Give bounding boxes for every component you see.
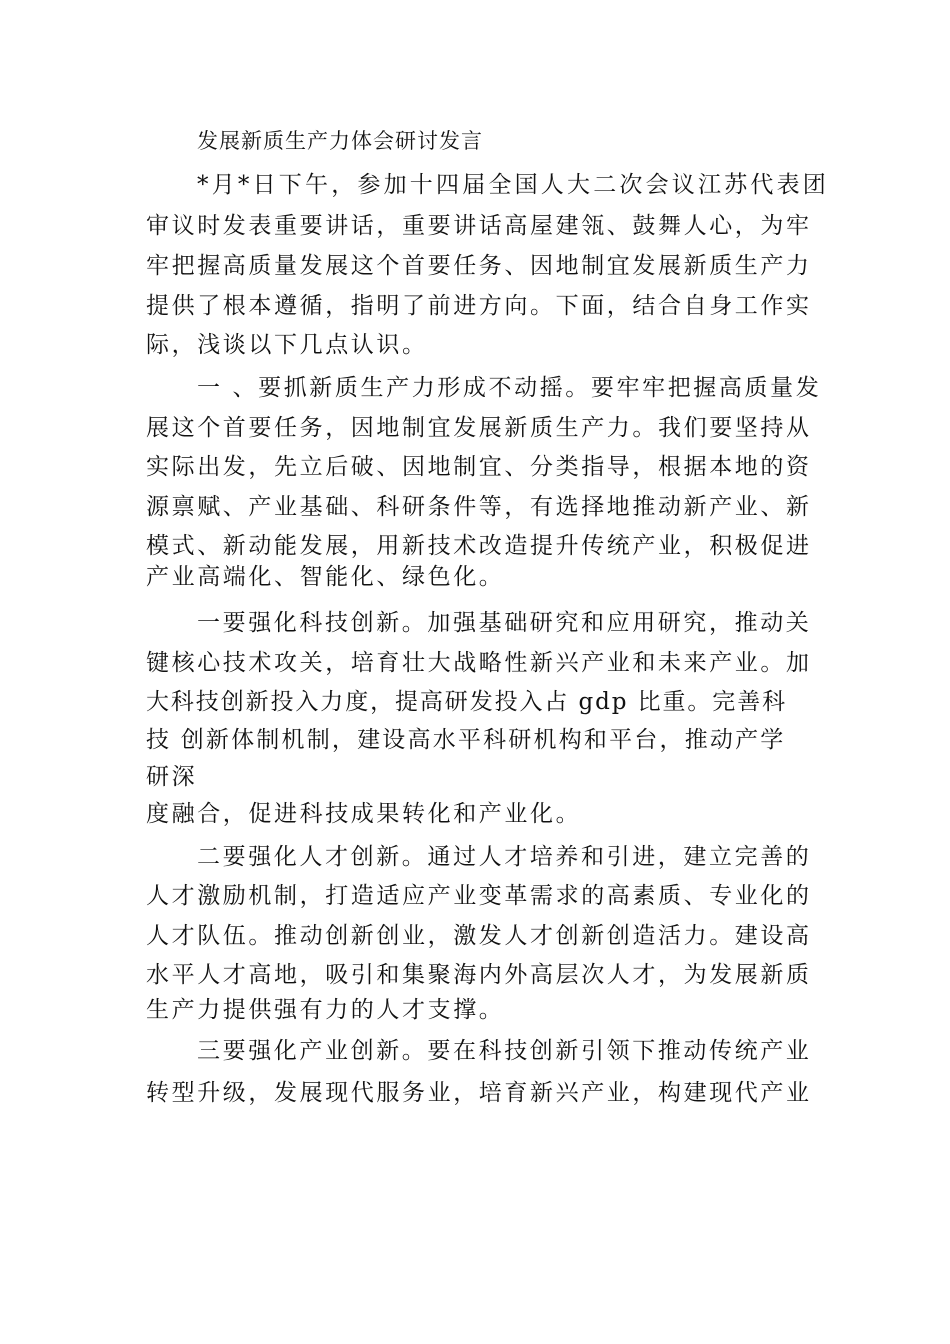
paragraph-3-line-5: 研深 xyxy=(146,764,198,790)
paragraph-1-line-2: 审议时发表重要讲话，重要讲话高屋建瓴、鼓舞人心，为牢 xyxy=(146,213,812,239)
paragraph-2-line-1: 一 、要抓新质生产力形成不动摇。要牢牢把握高质量发 xyxy=(197,375,822,401)
paragraph-3-line-1: 一要强化科技创新。加强基础研究和应用研究，推动关 xyxy=(197,610,812,636)
document-title: 发展新质生产力体会研讨发言 xyxy=(197,129,483,153)
paragraph-4-line-5: 生产力提供强有力的人才支撑。 xyxy=(146,997,505,1023)
paragraph-4-line-3: 人才队伍。推动创新创业，激发人才创新创造活力。建设高 xyxy=(146,923,812,949)
paragraph-3-line-6: 度融合，促进科技成果转化和产业化。 xyxy=(146,801,582,827)
paragraph-3-line-3: 大科技创新投入力度，提高研发投入占 gdp 比重。完善科 xyxy=(146,689,787,715)
paragraph-4-line-4: 水平人才高地，吸引和集聚海内外高层次人才，为发展新质 xyxy=(146,962,812,988)
paragraph-2-line-3: 实际出发，先立后破、因地制宜、分类指导，根据本地的资 xyxy=(146,454,812,480)
paragraph-5-line-2: 转型升级，发展现代服务业，培育新兴产业，构建现代产业 xyxy=(146,1080,812,1106)
paragraph-2-line-2: 展这个首要任务，因地制宜发展新质生产力。我们要坚持从 xyxy=(146,415,812,441)
paragraph-3-line-4: 技 创新体制机制，建设高水平科研机构和平台，推动产学 xyxy=(146,727,786,753)
paragraph-4-line-1: 二要强化人才创新。通过人才培养和引进，建立完善的 xyxy=(197,844,812,870)
paragraph-1-line-1: *月*日下午，参加十四届全国人大二次会议江苏代表团 xyxy=(197,172,829,198)
paragraph-2-line-6: 产业高端化、智能化、绿色化。 xyxy=(146,564,505,590)
paragraph-1-line-4: 提供了根本遵循，指明了前进方向。下面，结合自身工作实 xyxy=(146,293,812,319)
paragraph-1-line-5: 际，浅谈以下几点认识。 xyxy=(146,332,428,358)
paragraph-5-line-1: 三要强化产业创新。要在科技创新引领下推动传统产业 xyxy=(197,1038,812,1064)
paragraph-1-line-3: 牢把握高质量发展这个首要任务、因地制宜发展新质生产力 xyxy=(146,253,812,279)
paragraph-2-line-4: 源禀赋、产业基础、科研条件等，有选择地推动新产业、新 xyxy=(146,494,812,520)
paragraph-2-line-5: 模式、新动能发展，用新技术改造提升传统产业，积极促进 xyxy=(146,533,812,559)
paragraph-3-line-2: 键核心技术攻关，培育壮大战略性新兴产业和未来产业。加 xyxy=(146,650,812,676)
paragraph-4-line-2: 人才激励机制，打造适应产业变革需求的高素质、专业化的 xyxy=(146,883,812,909)
